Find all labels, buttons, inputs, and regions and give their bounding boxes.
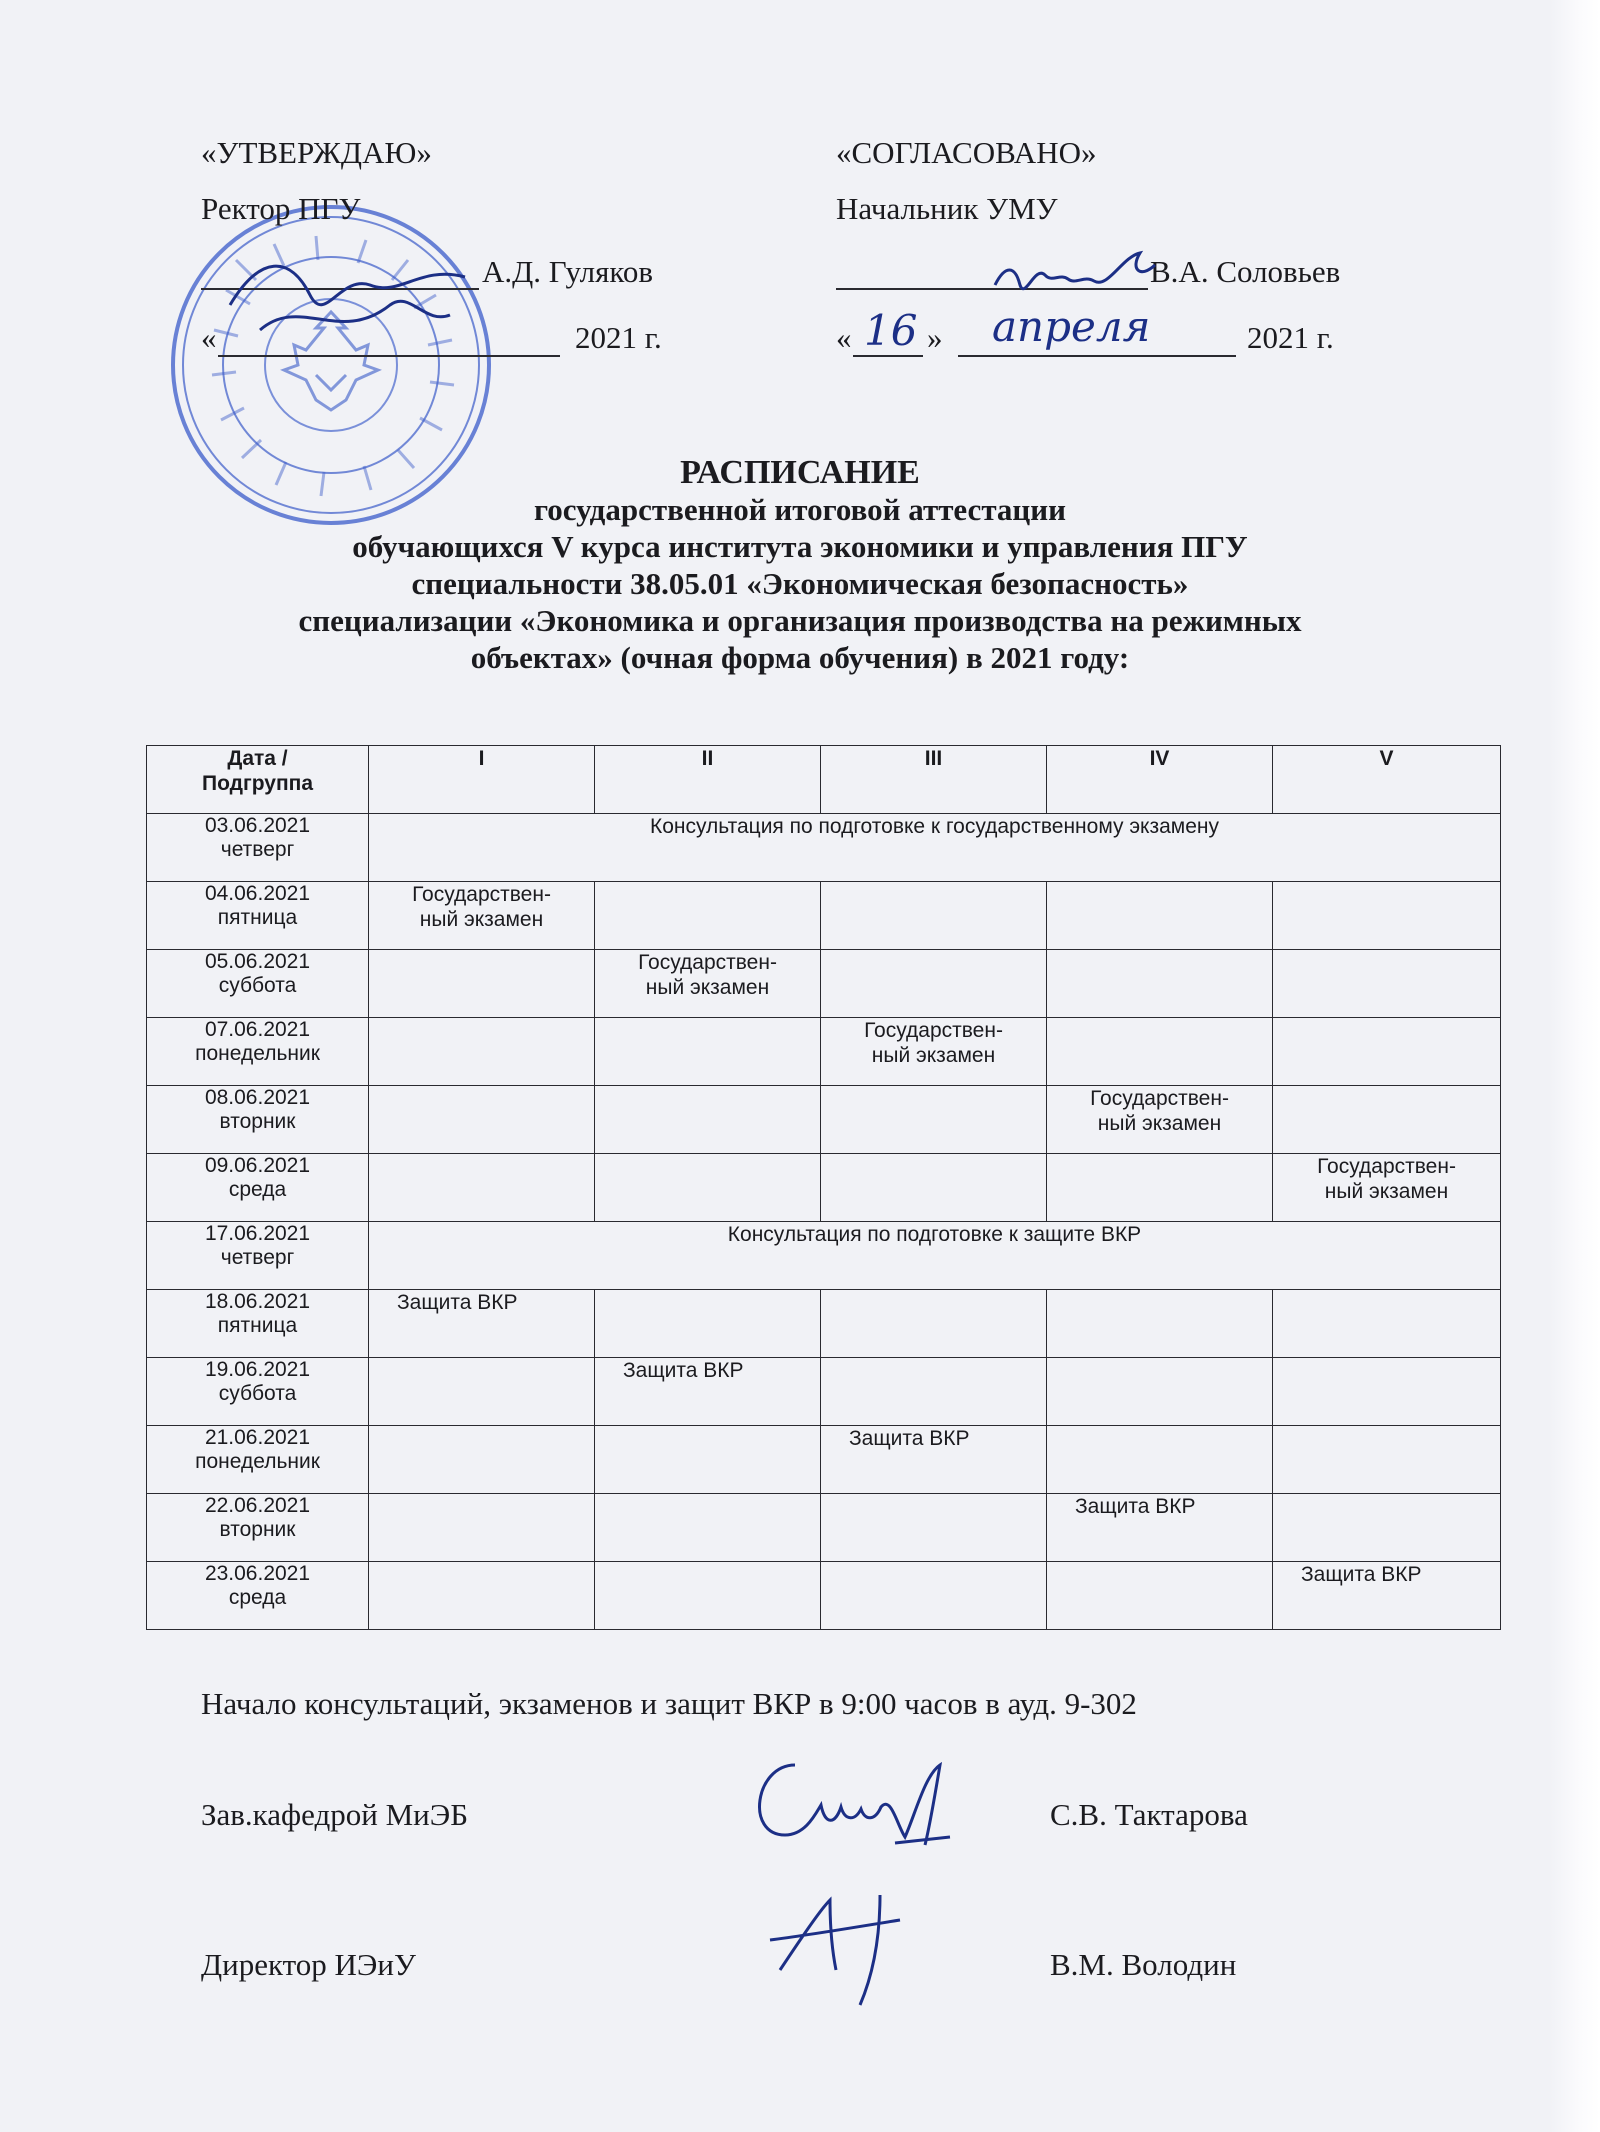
empty-cell <box>595 1154 821 1222</box>
row-date: 17.06.2021 <box>204 1222 311 1245</box>
event-line-1: Защита ВКР <box>1075 1495 1196 1518</box>
empty-cell <box>595 1290 821 1358</box>
approval-right-month-handwritten: апреля <box>992 302 1151 351</box>
document-title: РАСПИСАНИЕ <box>680 454 920 491</box>
approval-right-date-close-quote: » <box>927 320 943 355</box>
row-date: 22.06.2021 <box>204 1494 311 1517</box>
empty-cell <box>1273 1290 1501 1358</box>
schedule-table <box>146 745 1501 1630</box>
event-line-1: Государствен- <box>864 1019 1003 1042</box>
empty-cell <box>595 882 821 950</box>
table-row <box>147 1562 1501 1630</box>
empty-cell <box>1273 1426 1501 1494</box>
header-group-5: V <box>1273 746 1501 814</box>
header-group-4: IV <box>1047 746 1273 814</box>
row-weekday: четверг <box>220 1246 295 1269</box>
table-row <box>147 1086 1501 1154</box>
row-date-cell <box>147 950 369 1018</box>
event-cell <box>1047 1494 1273 1562</box>
approval-right-name: В.А. Соловьев <box>1150 254 1341 289</box>
table-header-row <box>147 746 1501 814</box>
table-row <box>147 1018 1501 1086</box>
empty-cell <box>1273 1494 1501 1562</box>
table-row <box>147 1358 1501 1426</box>
header-group-2: II <box>595 746 821 814</box>
title-line-3: специальности 38.05.01 «Экономическая безопасность» <box>411 566 1189 601</box>
title-line-4: специализации «Экономика и организация производства на режимных <box>298 603 1302 638</box>
empty-cell <box>1047 1426 1273 1494</box>
row-date: 23.06.2021 <box>204 1562 311 1585</box>
consultation-cell: Консультация по подготовке к защите ВКР <box>369 1222 1501 1290</box>
empty-cell <box>369 1086 595 1154</box>
event-line-1: Государствен- <box>1090 1087 1229 1110</box>
event-line-2: ный экзамен <box>419 908 544 931</box>
approval-right-heading: «СОГЛАСОВАНО» <box>836 135 1097 170</box>
empty-cell <box>1047 1018 1273 1086</box>
empty-cell <box>821 1562 1047 1630</box>
head-of-department-signature <box>725 1745 965 1865</box>
event-line-1: Защита ВКР <box>397 1291 518 1314</box>
event-cell <box>821 1018 1047 1086</box>
empty-cell <box>821 882 1047 950</box>
empty-cell <box>1047 1290 1273 1358</box>
director-label: Директор ИЭиУ <box>201 1947 416 1982</box>
empty-cell <box>369 1494 595 1562</box>
row-date-cell <box>147 1222 369 1290</box>
table-row <box>147 1290 1501 1358</box>
event-cell <box>595 1358 821 1426</box>
empty-cell <box>369 1154 595 1222</box>
page-edge <box>1550 0 1600 2132</box>
table-row <box>147 1154 1501 1222</box>
approval-right-day-handwritten: 16 <box>864 306 918 355</box>
event-line-1: Защита ВКР <box>1301 1563 1422 1586</box>
empty-cell <box>1273 950 1501 1018</box>
empty-cell <box>595 1018 821 1086</box>
row-weekday: среда <box>228 1178 287 1201</box>
approval-right-date-open-quote: « <box>836 320 852 355</box>
table-row <box>147 814 1501 882</box>
event-line-2: ный экзамен <box>1097 1112 1222 1135</box>
empty-cell <box>595 1494 821 1562</box>
event-line-1: Государствен- <box>638 951 777 974</box>
row-date-cell <box>147 1290 369 1358</box>
row-weekday: суббота <box>218 1382 297 1405</box>
empty-cell <box>1273 882 1501 950</box>
event-line-1: Защита ВКР <box>849 1427 970 1450</box>
event-cell <box>369 882 595 950</box>
event-cell <box>1273 1154 1501 1222</box>
umu-head-signature <box>990 245 1160 305</box>
row-date: 19.06.2021 <box>204 1358 311 1381</box>
empty-cell <box>369 1562 595 1630</box>
document-title-block <box>0 454 1600 676</box>
empty-cell <box>369 950 595 1018</box>
empty-cell <box>821 1154 1047 1222</box>
row-date-cell <box>147 1494 369 1562</box>
row-date: 05.06.2021 <box>204 950 311 973</box>
approval-left-year: 2021 г. <box>575 320 662 355</box>
header-date-line2: Подгруппа <box>202 772 313 795</box>
row-weekday: пятница <box>217 906 298 929</box>
row-date-cell <box>147 1426 369 1494</box>
title-line-1: государственной итоговой аттестации <box>533 492 1067 527</box>
row-date: 21.06.2021 <box>204 1426 311 1449</box>
row-date: 04.06.2021 <box>204 882 311 905</box>
row-date: 09.06.2021 <box>204 1154 311 1177</box>
approval-right-position: Начальник УМУ <box>836 191 1058 226</box>
header-date <box>147 746 369 814</box>
date-day-line-right <box>853 355 923 357</box>
consultation-cell: Консультация по подготовке к государственному экзамену <box>369 814 1501 882</box>
table-row <box>147 1426 1501 1494</box>
row-weekday: понедельник <box>195 1450 320 1473</box>
empty-cell <box>1047 1154 1273 1222</box>
header-group-3: III <box>821 746 1047 814</box>
table-row <box>147 1222 1501 1290</box>
row-weekday: среда <box>228 1586 287 1609</box>
empty-cell <box>821 1086 1047 1154</box>
empty-cell <box>821 1290 1047 1358</box>
rector-signature <box>220 235 480 345</box>
event-cell <box>1047 1086 1273 1154</box>
event-line-2: ный экзамен <box>645 976 770 999</box>
director-signature <box>760 1880 950 2010</box>
empty-cell <box>595 1426 821 1494</box>
empty-cell <box>1273 1018 1501 1086</box>
empty-cell <box>821 1494 1047 1562</box>
date-line-left <box>218 355 560 357</box>
row-date-cell <box>147 814 369 882</box>
approval-left-heading: «УТВЕРЖДАЮ» <box>201 135 432 170</box>
row-weekday: вторник <box>219 1110 296 1133</box>
head-of-department-label: Зав.кафедрой МиЭБ <box>201 1797 468 1832</box>
empty-cell <box>821 950 1047 1018</box>
empty-cell <box>1047 882 1273 950</box>
table-row <box>147 950 1501 1018</box>
row-date: 08.06.2021 <box>204 1086 311 1109</box>
row-weekday: четверг <box>220 838 295 861</box>
approval-right-year: 2021 г. <box>1247 320 1334 355</box>
row-weekday: понедельник <box>195 1042 320 1065</box>
header-date-line1: Дата / <box>227 747 288 770</box>
empty-cell <box>821 1358 1047 1426</box>
empty-cell <box>369 1426 595 1494</box>
event-line-1: Государствен- <box>412 883 551 906</box>
event-line-1: Государствен- <box>1317 1155 1456 1178</box>
row-weekday: суббота <box>218 974 297 997</box>
empty-cell <box>1047 950 1273 1018</box>
empty-cell <box>1047 1358 1273 1426</box>
row-date-cell <box>147 1018 369 1086</box>
row-date-cell <box>147 1086 369 1154</box>
row-weekday: вторник <box>219 1518 296 1541</box>
empty-cell <box>1273 1358 1501 1426</box>
empty-cell <box>369 1358 595 1426</box>
approval-left-position: Ректор ПГУ <box>201 191 361 226</box>
head-of-department-name: С.В. Тактарова <box>1050 1797 1248 1832</box>
event-line-1: Защита ВКР <box>623 1359 744 1382</box>
empty-cell <box>595 1562 821 1630</box>
row-date: 18.06.2021 <box>204 1290 311 1313</box>
empty-cell <box>1047 1562 1273 1630</box>
row-date: 03.06.2021 <box>204 814 311 837</box>
title-line-2: обучающихся V курса института экономики и управления ПГУ <box>352 529 1248 564</box>
table-row <box>147 882 1501 950</box>
empty-cell <box>369 1018 595 1086</box>
table-row <box>147 1494 1501 1562</box>
event-cell <box>595 950 821 1018</box>
date-month-line-right <box>958 355 1236 357</box>
event-cell <box>821 1426 1047 1494</box>
row-date-cell <box>147 1358 369 1426</box>
empty-cell <box>1273 1086 1501 1154</box>
approval-left-name: А.Д. Гуляков <box>482 254 654 289</box>
row-weekday: пятница <box>217 1314 298 1337</box>
header-group-1: I <box>369 746 595 814</box>
title-line-5: объектах» (очная форма обучения) в 2021 году: <box>470 640 1130 675</box>
row-date-cell <box>147 1154 369 1222</box>
empty-cell <box>595 1086 821 1154</box>
event-cell <box>369 1290 595 1358</box>
start-time-note: Начало консультаций, экзаменов и защит ВКР в 9:00 часов в ауд. 9-302 <box>201 1686 1137 1721</box>
event-line-2: ный экзамен <box>871 1044 996 1067</box>
row-date-cell <box>147 1562 369 1630</box>
event-cell <box>1273 1562 1501 1630</box>
event-line-2: ный экзамен <box>1324 1180 1449 1203</box>
approval-left-date-quote: « <box>201 320 217 355</box>
director-name: В.М. Володин <box>1050 1947 1237 1982</box>
row-date: 07.06.2021 <box>204 1018 311 1041</box>
row-date-cell <box>147 882 369 950</box>
